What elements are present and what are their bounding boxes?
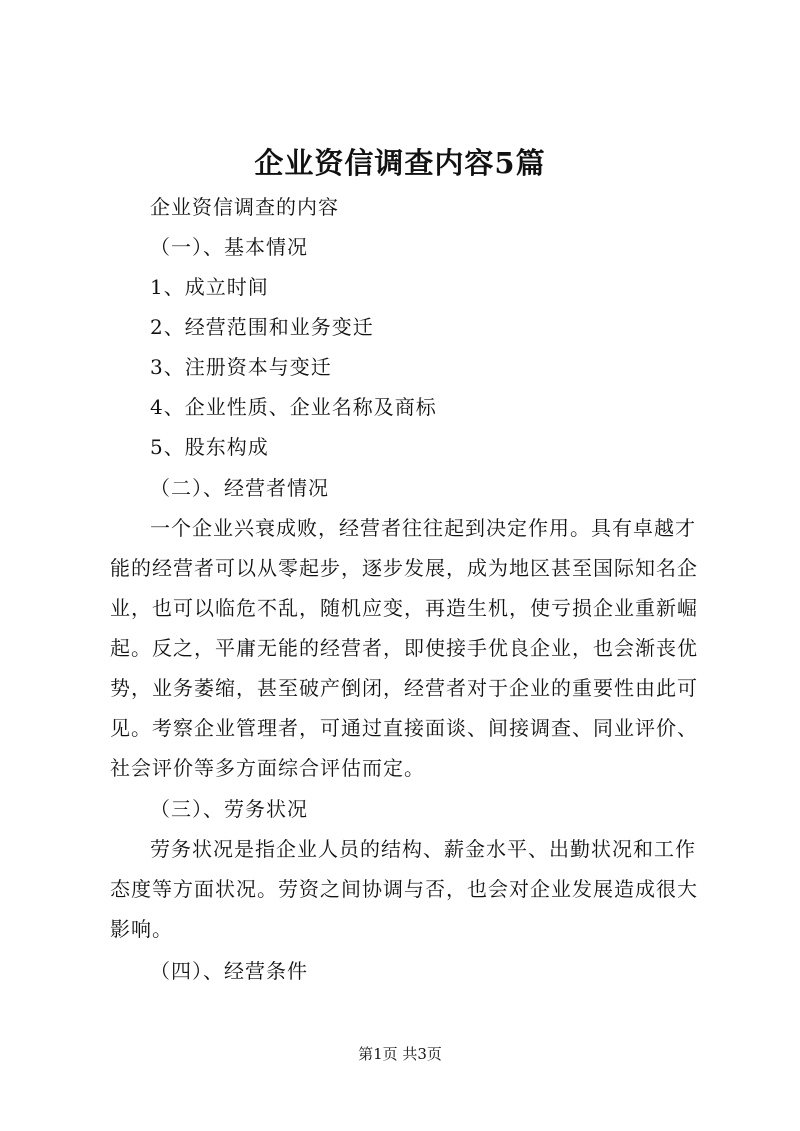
document-title: 企业资信调查内容5篇 bbox=[254, 146, 546, 180]
list-item: 3、注册资本与变迁 bbox=[150, 355, 332, 379]
paragraph-line: 劳务状况是指企业人员的结构、薪金水平、出勤状况和工作 bbox=[150, 837, 696, 861]
paragraph-line: 见。考察企业管理者，可通过直接面谈、间接调查、同业评价、 bbox=[110, 716, 698, 740]
paragraph-line: 一个企业兴衰成败，经营者往往起到决定作用。具有卓越才 bbox=[150, 516, 696, 540]
list-item: 2、经营范围和业务变迁 bbox=[150, 315, 374, 339]
paragraph-line: 态度等方面状况。劳资之间协调与否，也会对企业发展造成很大 bbox=[110, 877, 698, 901]
paragraph-line: 影响。 bbox=[110, 917, 173, 941]
list-item: 1、成立时间 bbox=[150, 275, 269, 299]
intro-line: 企业资信调查的内容 bbox=[150, 195, 339, 219]
section-heading-4: （四）、经营条件 bbox=[150, 959, 308, 983]
list-item: 5、股东构成 bbox=[150, 435, 269, 459]
section-heading-2: （二）、经营者情况 bbox=[150, 476, 329, 500]
section-heading-1: （一）、基本情况 bbox=[150, 235, 308, 259]
paragraph-line: 势，业务萎缩，甚至破产倒闭，经营者对于企业的重要性由此可 bbox=[110, 676, 698, 700]
paragraph-line: 起。反之，平庸无能的经营者，即使接手优良企业，也会渐丧优 bbox=[110, 636, 698, 660]
page-footer: 第1页 共3页 bbox=[358, 1045, 442, 1063]
paragraph-line: 社会评价等多方面综合评估而定。 bbox=[110, 756, 425, 780]
section-heading-3: （三）、劳务状况 bbox=[150, 797, 308, 821]
paragraph-line: 业，也可以临危不乱，随机应变，再造生机，使亏损企业重新崛 bbox=[110, 596, 698, 620]
paragraph-line: 能的经营者可以从零起步，逐步发展，成为地区甚至国际知名企 bbox=[110, 556, 698, 580]
list-item: 4、企业性质、企业名称及商标 bbox=[150, 395, 437, 419]
